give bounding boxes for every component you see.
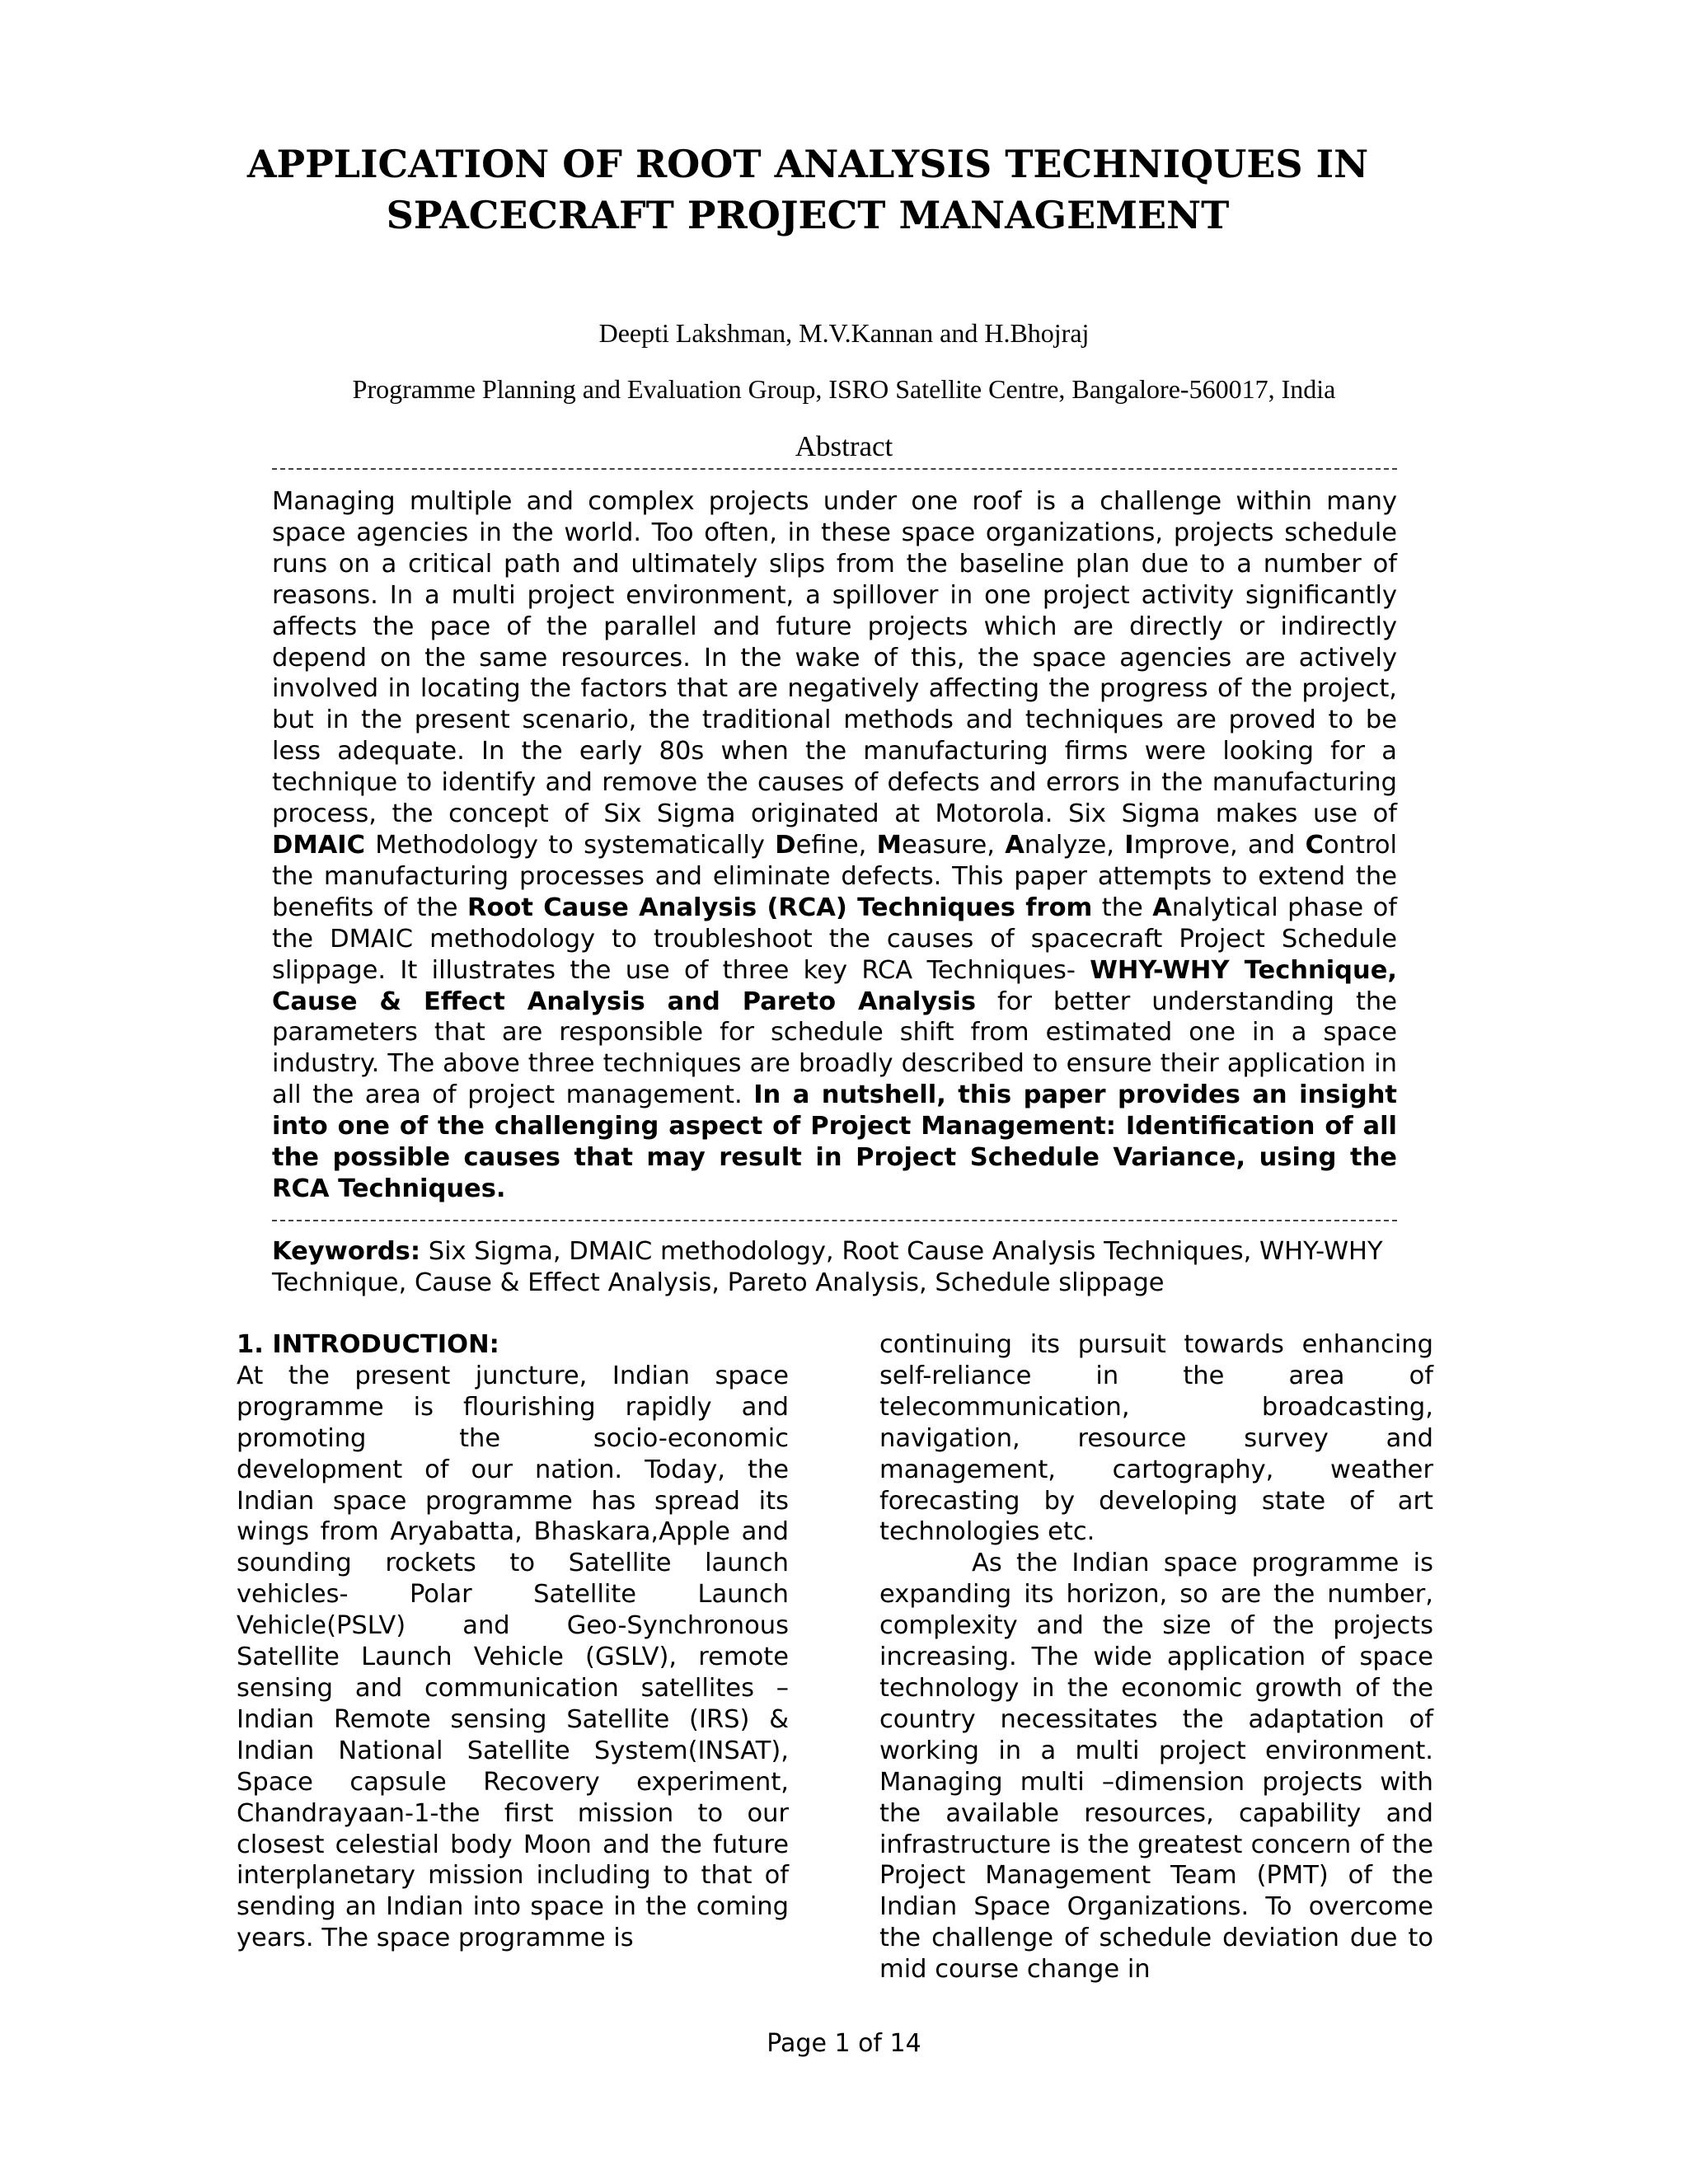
keywords [272, 1236, 1397, 1299]
page-number: Page 1 of 14 [767, 2029, 921, 2058]
nutshell-summary: In a nutshell, this paper provides an insight into one of the challenging aspect of Project Management: Identification of all the possible causes that may result in Project Schedule Variance, using the RCA Techniques. [272, 1080, 1398, 1203]
affiliation: Programme Planning and Evaluation Group, ISRO Satellite Centre, Bangalore-560017, India [352, 374, 1336, 404]
abstract-body: Managing multiple and complex projects under one roof is a challenge within many space agencies in the world. Too often, in these space organizations, projects schedule runs on a critical path and ultimately slips from the baseline plan due to a number of reasons. In a multi project environment, a spillover in one project activity significantly affects the pace of the parallel and future projects which are directly or indirectly depend on the same resources. In the wake of this, the space agencies are actively involved in locating the factors that are negatively affecting the progress of the project, but in the present scenario, the traditional methods and techniques are proved to be less adequate. In the early 80s when the manufacturing firms were looking for a technique to identify and remove the causes of defects and errors in the manufacturing process, the concept of Six Sigma originated at Motorola. Six Sigma makes use of DMAIC Methodology to systematically Define, Measure, Analyze, Improve, and Control the manufacturing processes and eliminate defects. This paper attempts to extend the benefits of the Root Cause Analysis (RCA) Techniques from the Analytical phase of the DMAIC methodology to troubleshoot the causes of spacecraft Project Schedule slippage. It illustrates the use of three key RCA Techniques- WHY-WHY Technique, Cause & Effect Analysis and Pareto Analysis for better understanding the parameters that are responsible for schedule shift from estimated one in a space industry. The above three techniques are broadly described to ensure their application in all the area of project management. In a nutshell, this paper provides an insight into one of the challenging aspect of Project Management: Identification of all the possible causes that may result in Project Schedule Variance, using the RCA Techniques. [272, 487, 1398, 1203]
keywords-text: Six Sigma, DMAIC methodology, Root Cause Analysis Techniques, WHY-WHY Technique, Cause & Effect Analysis, Pareto Analysis, Schedule slippage [272, 1237, 1383, 1297]
author-list: Deepti Lakshman, M.V.Kannan and H.Bhojraj [598, 318, 1090, 348]
abstract-heading: Abstract [795, 430, 893, 462]
title-line-2: SPACECRAFT PROJECT MANAGEMENT [386, 193, 1230, 237]
left-column [237, 1329, 789, 1954]
intro-paragraph-left: At the present juncture, Indian space programme is flourishing rapidly and promoting the socio-economic development of our nation. Today, the Indian space programme has spread its wings from Aryabatta, Bhaskara,Apple and sounding rockets to Satellite launch vehicles- Polar Satellite Launch Vehicle(PSLV) and Geo-Synchronous Satellite Launch Vehicle (GSLV), remote sensing and communication satellites – Indian Remote sensing Satellite (IRS) & Indian National Satellite System(INSAT), Space capsule Recovery experiment, Chandrayaan-1-the first mission to our closest celestial body Moon and the future interplanetary mission including to that of sending an Indian into space in the coming years. The space programme is [237, 1361, 789, 1953]
keywords-label: Keywords: [272, 1237, 421, 1266]
paper-title [223, 138, 1393, 241]
dmaic-term: DMAIC [272, 830, 366, 860]
title-line-1: APPLICATION OF ROOT ANALYSIS TECHNIQUES IN [246, 142, 1369, 186]
right-column [879, 1329, 1433, 1985]
techniques-term: WHY-WHY Technique, Cause & Effect Analysis and Pareto Analysis [272, 955, 1397, 1016]
abstract-top-divider [272, 468, 1397, 470]
abstract-bottom-divider [272, 1220, 1397, 1221]
intro-paragraph-right-2: As the Indian space programme is expanding its horizon, so are the number, complexity and the size of the projects increasing. The wide application of space technology in the economic growth of the country necessitates the adaptation of working in a multi project environment. Managing multi –dimension projects with the available resources, capability and infrastructure is the greatest concern of the Project Management Team (PMT) of the Indian Space Organizations. To overcome the challenge of schedule deviation due to mid course change in [879, 1549, 1433, 1985]
introduction-heading: 1. INTRODUCTION: [237, 1330, 499, 1359]
rca-term: Root Cause Analysis (RCA) Techniques from [467, 893, 1093, 922]
intro-paragraph-right-1: continuing its pursuit towards enhancing self-reliance in the area of telecommunication, broadcasting, navigation, resource survey and management, cartography, weather forecasting by developing state of art technologies etc. [879, 1330, 1433, 1547]
